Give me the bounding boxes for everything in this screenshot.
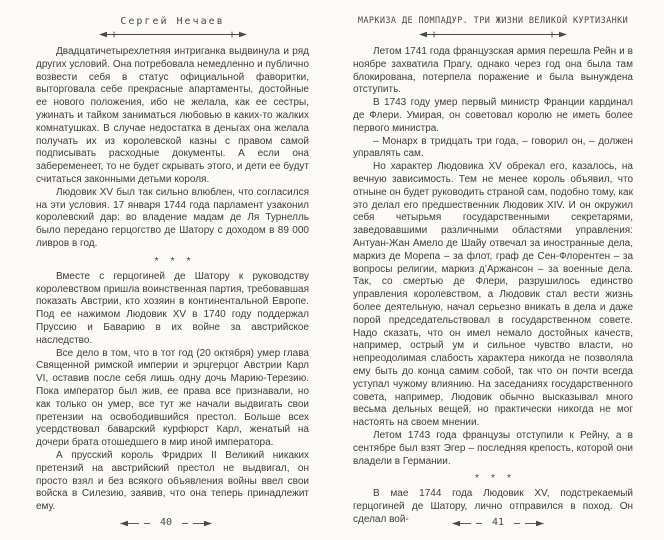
footer-arrow-left-icon (119, 519, 151, 528)
page-number: 40 (159, 517, 173, 528)
left-running-head-block (36, 15, 309, 46)
section-separator: * * * (154, 254, 191, 267)
left-page-footer (0, 518, 332, 528)
paragraph: Все дело в том, что в тот год (20 октября) умер глава Священной римской империи и эрцгерцог Австрии Карл VI, оставив после себя лишь одну дочь Марию-Терезию. Пока император был жив, ее права все признавали, но как только он умер, все тут же начали выдвигать свои претензии на освободившийся престол. Больше всех усердствовал баварский курфюрст Карл, женатый на дочери брата отошедшего в мир иной императора. (36, 347, 309, 449)
footer-arrow-right-icon (513, 519, 545, 528)
footer-arrow-right-icon (181, 519, 213, 528)
paragraph: Людовик XV был так сильно влюблен, что согласился на эти условия. 17 января 1744 года парламент узаконил королевский дар: во владение мадам де Ля Турнелль было передано герцогство де Шатору с доходом в 89 000 ливров в год. (36, 186, 309, 249)
paragraph: А прусский король Фридрих II Великий никаких претензий на австрийский престол не выдвигал, он просто взял и без всякого объявления войны ввел свои войска в Силезию, заявив, что она теперь принадлежит ему. (36, 449, 309, 513)
paragraph: Летом 1741 года французская армия перешла Рейн и в ноябре захватила Прагу, однако через год она была там блокирована, потерпела поражение и была вынуждена отступить. (353, 46, 633, 96)
right-page (332, 0, 664, 540)
page-number: 41 (491, 517, 505, 528)
paragraph: Но характер Людовика XV обрекал его, казалось, на вечную зависимость. Тем не менее король объявил, что отныне он будет руководить страной сам, подобно тому, как это делал его предшественник Людовик XIV. И он окружил себя четырьмя государственными секретарями, заведовавшими различными областями управления: Антуан-Жан Амело де Шайу отвечал за иностранные дела, маркиз де Морепа – за флот, граф де Сен-Флорентен – за вопросы религии, маркиз д’Аржансон – за военные дела. Так, со смертью де Флери, разрушилось единство управления королевством, а Людовик стал вести жизнь более деятельную, начал серьезно вникать в дела и даже порой председательствовал в государственном совете. Надо сказать, что он имел немало достойных качеств, например, острый ум и сильное чувство власти, но непреодолимая слабость характера никогда не позволяла ему быть до конца самим собой, так что он почти всегда уступал чужому влиянию. На заседаниях государственного совета, например, Людовик обычно высказывал много весьма дельных вещей, но практически никогда не мог настоять на своем мнении. (353, 161, 633, 429)
double-arrow-rule-icon (418, 30, 568, 39)
footer-arrow-left-icon (451, 519, 483, 528)
paragraph: В 1743 году умер первый министр Франции кардинал де Флери. Умирая, он советовал королю не иметь более первого министра. (353, 97, 633, 134)
paragraph: – Монарх в тридцать три года, – говорил он, – должен управлять сам. (353, 135, 633, 160)
section-separator: * * * (474, 472, 512, 485)
right-running-head-block (353, 15, 633, 46)
right-page-text (353, 46, 633, 527)
paragraph: В мае 1744 года Людовик XV, подстрекаемый герцогиней де Шатору, лично отправился в поход. Он сделал вой- (353, 488, 633, 525)
right-page-footer (332, 518, 664, 528)
book-title-running-head: МАРКИЗА ДЕ ПОМПАДУР. ТРИ ЖИЗНИ ВЕЛИКОЙ КУРТИЗАНКИ (357, 16, 629, 26)
double-arrow-rule-icon (98, 30, 248, 39)
paragraph: Вместе с герцогиней де Шатору к руководству королевством пришла воинственная партия, требовавшая показать Австрии, кто хозяин в континентальной Европе. Под ее нажимом Людовик XV в 1740 году поддержал Пруссию и Баварию в их войне за австрийское наследство. (36, 270, 309, 346)
paragraph: Летом 1743 года французы отступили к Рейну, а в сентябре был взят Эгер – последняя крепость, которой они владели в Германии. (353, 429, 633, 467)
paragraph: Двадцатичетырехлетняя интриганка выдвинула и ряд других условий. Она потребовала немедленно и публично возвести себя в статус официальной фаворитки, выторговала себе прекрасные апартаменты, достойные ее нового положения, ибо не желала, как ее сестры, ужинать и тайком заниматься любовью в каких-то жалких комнатушках. В случае недостатка в деньгах она желала получать их из королевской казны с правом самой подписывать расходные документы. А если она забеременеет, то не будет скрывать этого, и дети ее будут считаться законными детьми короля. (36, 46, 309, 185)
left-page-text (36, 46, 309, 514)
author-running-head: Сергей Нечаев (120, 16, 225, 27)
